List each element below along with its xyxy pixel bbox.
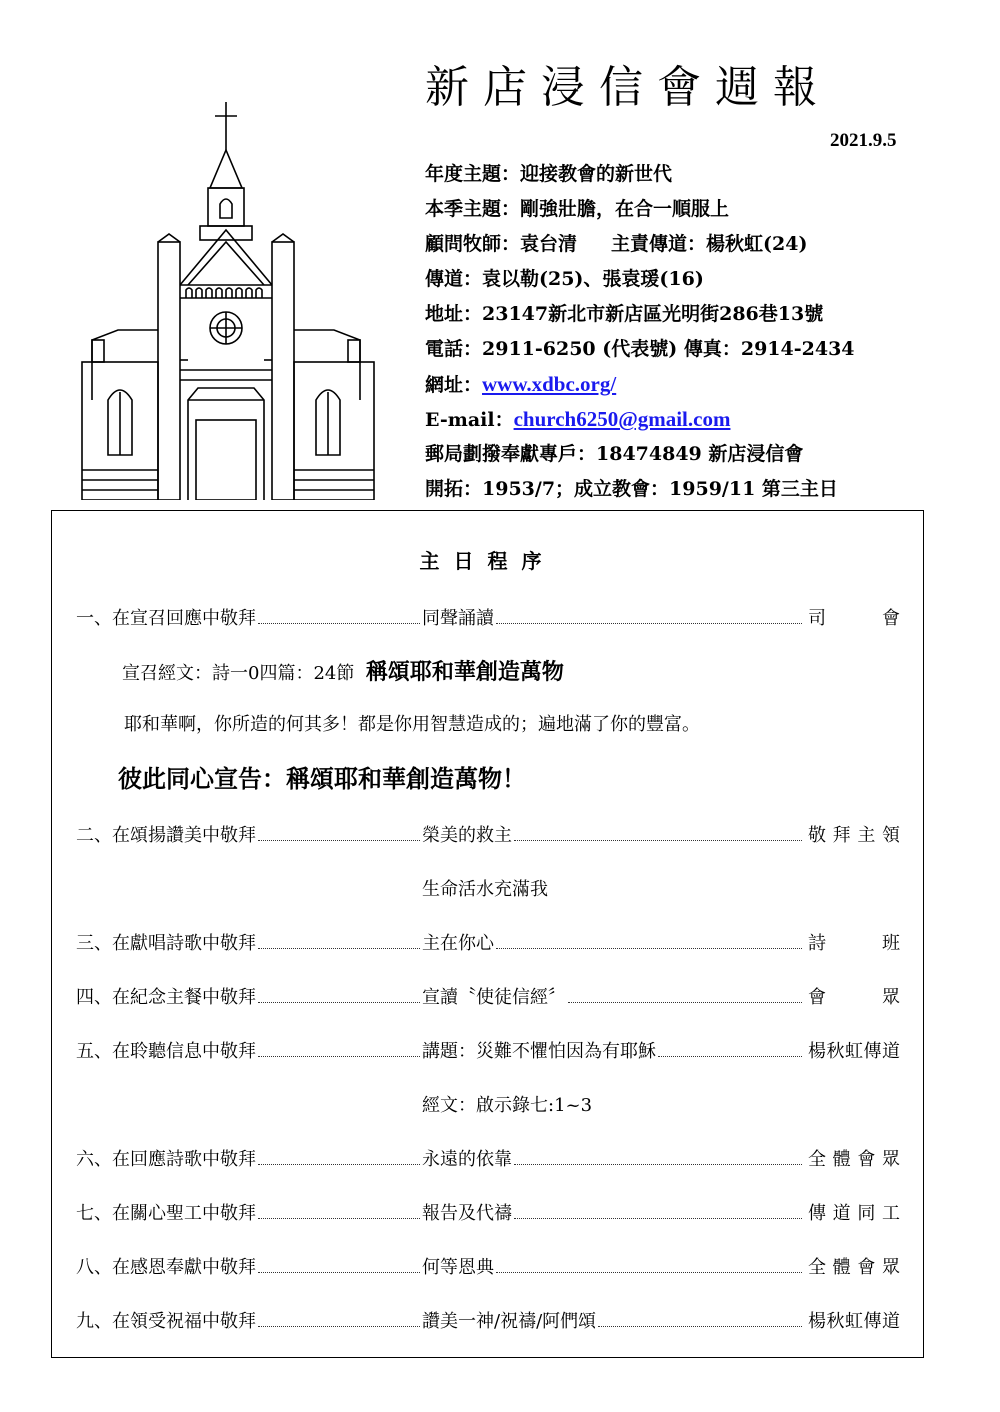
- program-item: [76, 821, 900, 851]
- season-theme: 本季主題：剛強壯膽，在合一順服上: [425, 198, 730, 220]
- website-label: 網址：: [425, 374, 483, 396]
- item-lead: 八、在感恩奉獻中敬拜: [76, 1257, 256, 1278]
- program-title: 主日程序: [419, 549, 556, 573]
- program-item: [76, 1199, 900, 1229]
- item-leader: 楊秋虹傳道: [808, 1041, 900, 1062]
- item-content: 榮美的救主: [422, 825, 512, 846]
- service-program: [51, 510, 924, 1358]
- website-line: [425, 367, 985, 402]
- item-content: 讚美一神/祝禱/阿們頌: [422, 1311, 597, 1332]
- second-song: 生命活水充滿我: [422, 879, 548, 900]
- postal-account: 郵局劃撥奉獻專戶：18474849 新店浸信會: [425, 443, 804, 465]
- program-item: [76, 1145, 900, 1175]
- address: 地址：23147新北市新店區光明街286巷13號: [425, 303, 824, 325]
- bulletin-date: 2021.9.5: [830, 130, 897, 151]
- item-content: 永遠的依靠: [422, 1149, 512, 1170]
- program-item: [76, 1307, 900, 1337]
- email-line: [425, 402, 985, 437]
- item-lead: 二、在頌揚讚美中敬拜: [76, 825, 256, 846]
- program-item: [76, 929, 900, 959]
- item-leader: 司會: [808, 608, 900, 629]
- declaration: 彼此同心宣告：稱頌耶和華創造萬物！: [118, 764, 526, 793]
- item-leader: 傳道同工: [808, 1203, 900, 1224]
- call-scripture-label: 宣召經文：詩一0四篇：24節: [122, 663, 355, 684]
- sermon-scripture: 經文：啟示錄七:1~3: [422, 1095, 593, 1116]
- item-content: 講題：災難不懼怕因為有耶穌: [422, 1041, 656, 1062]
- program-item: [76, 1253, 900, 1283]
- item-lead: 三、在獻唱詩歌中敬拜: [76, 933, 256, 954]
- program-item: [76, 1037, 900, 1067]
- email-label: E-mail：: [425, 409, 514, 431]
- item-content: 同聲誦讀: [422, 608, 494, 629]
- item-leader: 會眾: [808, 987, 900, 1008]
- call-scripture-text: 耶和華啊，你所造的何其多！都是你用智慧造成的；遍地滿了你的豐富。: [124, 714, 700, 735]
- phone-fax: 電話：2911-6250 (代表號) 傳真：2914-2434: [425, 338, 855, 360]
- preachers: 傳道：袁以勒(25)、張袁瑗(16): [425, 268, 704, 290]
- item-content: 主在你心: [422, 933, 494, 954]
- item-lead: 五、在聆聽信息中敬拜: [76, 1041, 256, 1062]
- advisor-pastor: 顧問牧師：袁台清: [425, 233, 578, 255]
- item-content: 宣讀〝使徒信經〞: [422, 987, 566, 1008]
- call-scripture-theme: 稱頌耶和華創造萬物: [365, 659, 564, 685]
- pastors-line: [425, 227, 985, 262]
- annual-theme: 年度主題：迎接教會的新世代: [425, 163, 673, 185]
- item-lead: 七、在關心聖工中敬拜: [76, 1203, 256, 1224]
- item-leader: 敬拜主領: [808, 825, 900, 846]
- founded: 開拓：1953/7；成立教會：1959/11 第三主日: [425, 478, 838, 500]
- item-lead: 九、在領受祝福中敬拜: [76, 1311, 256, 1332]
- church-info: [425, 157, 985, 507]
- item-leader: 全體會眾: [808, 1149, 900, 1170]
- item-leader: 全體會眾: [808, 1257, 900, 1278]
- program-item: [76, 604, 900, 634]
- item-leader: 詩班: [808, 933, 900, 954]
- website-link[interactable]: www.xdbc.org/: [482, 372, 617, 396]
- item-content: 報告及代禱: [422, 1203, 512, 1224]
- bulletin-title: 新店浸信會週報: [425, 62, 831, 113]
- lead-preacher: 主責傳道：楊秋虹(24): [611, 233, 808, 255]
- email-link[interactable]: church6250@gmail.com: [513, 407, 731, 431]
- item-content: 何等恩典: [422, 1257, 494, 1278]
- item-lead: 一、在宣召回應中敬拜: [76, 608, 256, 629]
- item-lead: 六、在回應詩歌中敬拜: [76, 1149, 256, 1170]
- program-item: [76, 983, 900, 1013]
- item-lead: 四、在紀念主餐中敬拜: [76, 987, 256, 1008]
- church-illustration: [78, 100, 378, 500]
- call-scripture: [122, 657, 564, 689]
- item-leader: 楊秋虹傳道: [808, 1311, 900, 1332]
